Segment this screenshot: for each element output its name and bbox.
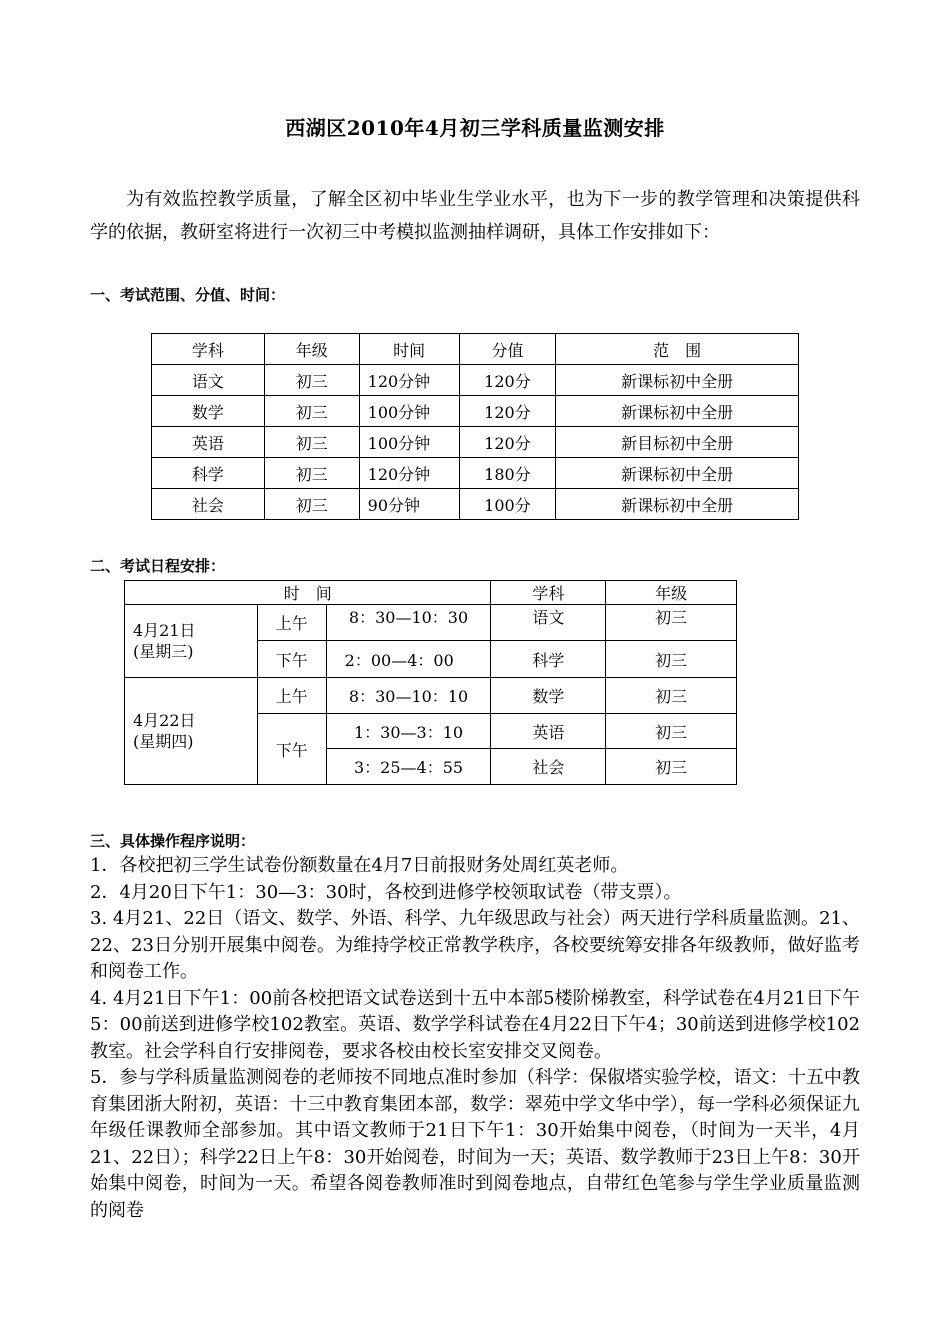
cell-score: 180分	[459, 458, 556, 489]
list-item: 4. 4月21日下午1：00前各校把语文试卷送到十五中本部5楼阶梯教室，科学试卷在4月21日下午5：00前送到进修学校102教室。英语、数学学科试卷在4月22日下午4；30前送到进修学校102教室。社会学科自行安排阅卷，要求各校由校长室安排交叉阅卷。	[90, 987, 860, 1062]
cell-subject: 社会	[152, 489, 265, 520]
page-title: 西湖区2010年4月初三学科质量监测安排	[285, 116, 665, 140]
table-row	[125, 605, 737, 641]
list-item: 2．4月20日下午1：30—3：30时，各校到进修学校领取试卷（带支票）。	[90, 881, 682, 903]
day2-weekday: (星期四)	[133, 732, 194, 751]
header-score: 分值	[459, 334, 556, 365]
header-grade: 年级	[606, 581, 737, 605]
cell-scope: 新课标初中全册	[556, 365, 799, 396]
slot-grade: 初三	[606, 714, 737, 749]
day2-cell	[125, 678, 258, 785]
exam-schedule-table	[124, 580, 737, 785]
day2-date: 4月22日	[133, 711, 196, 730]
slot-grade: 初三	[606, 678, 737, 714]
cell-subject: 数学	[152, 396, 265, 427]
header-grade: 年级	[264, 334, 359, 365]
header-subject: 学科	[152, 334, 265, 365]
exam-scope-table	[151, 333, 799, 520]
section3-heading: 三、具体操作程序说明：	[90, 832, 256, 850]
slot-time: 3：25—4：55	[326, 749, 491, 785]
header-time: 时间	[359, 334, 459, 365]
section2-heading: 二、考试日程安排：	[90, 557, 226, 575]
slot-time: 2：00—4：00	[326, 641, 491, 678]
cell-time: 90分钟	[359, 489, 459, 520]
slot-grade: 初三	[606, 605, 737, 641]
cell-grade: 初三	[264, 396, 359, 427]
table-row	[152, 427, 799, 458]
header-subject: 学科	[491, 581, 606, 605]
cell-scope: 新课标初中全册	[556, 396, 799, 427]
list-item: 1．各校把初三学生试卷份额数量在4月7日前报财务处周红英老师。	[90, 855, 629, 876]
cell-scope: 新课标初中全册	[556, 458, 799, 489]
cell-grade: 初三	[264, 427, 359, 458]
cell-score: 120分	[459, 427, 556, 458]
procedure-list	[90, 853, 860, 1224]
slot-subject: 社会	[491, 749, 606, 785]
table-header-row	[125, 581, 737, 605]
cell-score: 120分	[459, 365, 556, 396]
table-row	[152, 396, 799, 427]
day1-cell	[125, 605, 258, 678]
list-item: 3. 4月21、22日（语文、数学、外语、科学、九年级思政与社会）两天进行学科质量监测。21、22、23日分别开展集中阅卷。为维持学校正常教学秩序，各校要统筹安排各年级教师，做好监考和阅卷工作。	[90, 908, 860, 982]
table-header-row	[152, 334, 799, 365]
slot-subject: 科学	[491, 641, 606, 678]
slot-time: 8：30—10：30	[326, 605, 491, 641]
cell-scope: 新目标初中全册	[556, 427, 799, 458]
table-row	[152, 489, 799, 520]
section1-heading: 一、考试范围、分值、时间：	[90, 286, 286, 304]
cell-grade: 初三	[264, 458, 359, 489]
day1-weekday: (星期三)	[133, 642, 194, 661]
slot-time: 1：30—3：10	[326, 714, 491, 749]
slot-subject: 英语	[491, 714, 606, 749]
header-time: 时 间	[125, 581, 491, 605]
day1-date: 4月21日	[133, 621, 196, 640]
list-item: 5．参与学科质量监测阅卷的老师按不同地点准时参加（科学：保俶塔实验学校，语文：十五中教育集团浙大附初，英语：十三中教育集团本部，数学：翠苑中学文华中学），每一学科必须保证九年级任课教师全部参加。其中语文教师于21日下午1：30开始集中阅卷，（时间为一天半，4月21、22日）；科学22日上午8：30开始阅卷，时间为一天；英语、数学教师于23日上午8：30开始集中阅卷，时间为一天。希望各阅卷教师准时到阅卷地点，自带红色笔参与学生学业质量监测的阅卷	[90, 1067, 860, 1221]
header-scope: 范 围	[556, 334, 799, 365]
period-am: 上午	[257, 605, 326, 641]
cell-grade: 初三	[264, 365, 359, 396]
cell-time: 120分钟	[359, 458, 459, 489]
cell-subject: 语文	[152, 365, 265, 396]
period-pm: 下午	[257, 714, 326, 785]
cell-time: 100分钟	[359, 396, 459, 427]
slot-grade: 初三	[606, 641, 737, 678]
intro-text: 为有效监控教学质量，了解全区初中毕业生学业水平，也为下一步的教学管理和决策提供科学的依据，教研室将进行一次初三中考模拟监测抽样调研，具体工作安排如下：	[90, 189, 860, 243]
cell-time: 100分钟	[359, 427, 459, 458]
table-row	[125, 678, 737, 714]
period-am: 上午	[257, 678, 326, 714]
cell-subject: 科学	[152, 458, 265, 489]
table-row	[152, 458, 799, 489]
slot-subject: 数学	[491, 678, 606, 714]
intro-paragraph	[90, 183, 860, 249]
cell-time: 120分钟	[359, 365, 459, 396]
slot-grade: 初三	[606, 749, 737, 785]
cell-score: 120分	[459, 396, 556, 427]
table-row	[152, 365, 799, 396]
period-pm: 下午	[257, 641, 326, 678]
cell-score: 100分	[459, 489, 556, 520]
cell-scope: 新课标初中全册	[556, 489, 799, 520]
cell-subject: 英语	[152, 427, 265, 458]
cell-grade: 初三	[264, 489, 359, 520]
slot-time: 8：30—10：10	[326, 678, 491, 714]
slot-subject: 语文	[491, 605, 606, 641]
